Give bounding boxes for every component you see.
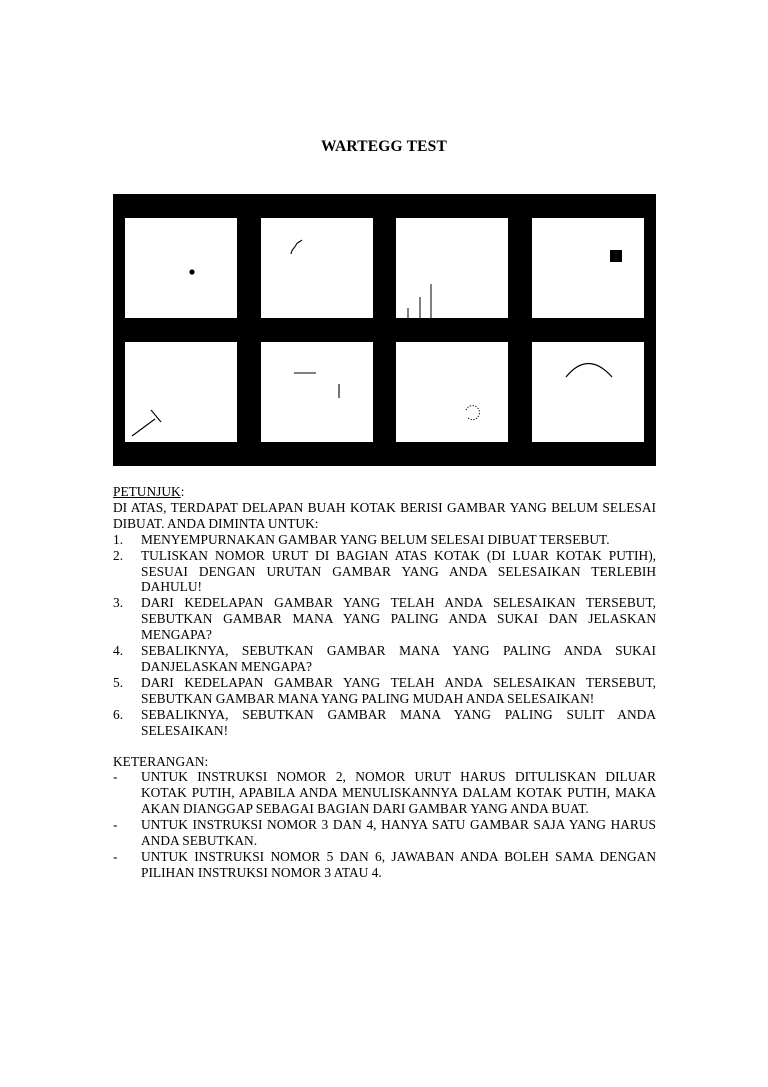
- instruction-number: 5.: [113, 674, 124, 690]
- perpendicular-lines-stimulus: [261, 342, 373, 442]
- instruction-text: SEBALIKNYA, SEBUTKAN GAMBAR MANA YANG PALING SULIT ANDA SELESAIKAN!: [141, 706, 656, 738]
- instructions-list: [113, 532, 656, 739]
- instruction-text: DARI KEDELAPAN GAMBAR YANG TELAH ANDA SELESAIKAN TERSEBUT, SEBUTKAN GAMBAR MANA YANG PALING ANDA SUKAI DAN JELASKAN MENGAPA?: [141, 595, 656, 643]
- dot-stimulus: [125, 218, 237, 318]
- note-text: UNTUK INSTRUKSI NOMOR 3 DAN 4, HANYA SATU GAMBAR SAJA YANG HARUS ANDA SEBUTKAN.: [141, 817, 656, 849]
- drawing-box-8[interactable]: [532, 342, 644, 442]
- drawing-box-7[interactable]: [396, 342, 508, 442]
- instruction-item: [113, 675, 656, 707]
- instruction-text: MENYEMPURNAKAN GAMBAR YANG BELUM SELESAI DIBUAT TERSEBUT.: [141, 531, 610, 547]
- instruction-text: SEBALIKNYA, SEBUTKAN GAMBAR MANA YANG PALING ANDA SUKAI DANJELASKAN MENGAPA?: [141, 643, 656, 674]
- note-text: UNTUK INSTRUKSI NOMOR 2, NOMOR URUT HARUS DITULISKAN DILUAR KOTAK PUTIH, APABILA ANDA MENULISKANNYA DALAM KOTAK PUTIH, MAKA AKAN DIANGGAP SEBAGAI BAGIAN DARI GAMBAR YANG ANDA BUAT.: [141, 769, 656, 817]
- section-spacer: [113, 739, 656, 754]
- instruction-item: [113, 532, 656, 548]
- instruction-text: TULISKAN NOMOR URUT DI BAGIAN ATAS KOTAK (DI LUAR KOTAK PUTIH), SESUAI DENGAN URUTAN GAMBAR YANG ANDA SELESAIKAN TERLEBIH DAHULU!: [141, 547, 656, 595]
- note-bullet: -: [113, 848, 118, 864]
- note-bullet: -: [113, 769, 118, 785]
- instructions-heading: PETUNJUK: [113, 484, 181, 499]
- note-item: [113, 769, 656, 817]
- notes-heading: KETERANGAN:: [113, 753, 209, 769]
- note-bullet: -: [113, 817, 118, 833]
- note-text: UNTUK INSTRUKSI NOMOR 5 DAN 6, JAWABAN ANDA BOLEH SAMA DENGAN PILIHAN INSTRUKSI NOMOR 3 ATAU 4.: [141, 848, 656, 880]
- drawing-box-2[interactable]: [261, 218, 373, 318]
- instruction-number: 4.: [113, 643, 124, 659]
- angled-lines-stimulus: [125, 342, 237, 442]
- instruction-item: [113, 548, 656, 596]
- instruction-text: DARI KEDELAPAN GAMBAR YANG TELAH ANDA SELESAIKAN TERSEBUT, SEBUTKAN GAMBAR MANA YANG PALING MUDAH ANDA SELESAIKAN!: [141, 674, 656, 706]
- instructions-heading-line: [113, 484, 656, 500]
- drawing-box-1[interactable]: [125, 218, 237, 318]
- drawing-box-5[interactable]: [125, 342, 237, 442]
- notes-list: [113, 769, 656, 880]
- drawing-box-6[interactable]: [261, 342, 373, 442]
- vertical-lines-stimulus: [396, 218, 508, 318]
- page-title: WARTEGG TEST: [320, 138, 448, 155]
- black-square-stimulus: [532, 218, 644, 318]
- note-item: [113, 817, 656, 849]
- instruction-number: 2.: [113, 547, 124, 563]
- note-item: [113, 849, 656, 881]
- wartegg-test-board: [113, 194, 656, 466]
- drawing-box-3[interactable]: [396, 218, 508, 318]
- instruction-item: [113, 595, 656, 643]
- instruction-number: 1.: [113, 531, 124, 547]
- instructions-heading-colon: :: [180, 484, 185, 499]
- instructions-section: [113, 484, 656, 881]
- curved-arc-stimulus: [532, 342, 644, 442]
- drawing-box-4[interactable]: [532, 218, 644, 318]
- wavy-line-stimulus: [261, 218, 373, 318]
- instruction-item: [113, 643, 656, 675]
- instruction-item: [113, 707, 656, 739]
- instructions-intro: DI ATAS, TERDAPAT DELAPAN BUAH KOTAK BERISI GAMBAR YANG BELUM SELESAI DIBUAT. ANDA DIMINTA UNTUK:: [113, 499, 656, 531]
- instruction-number: 3.: [113, 595, 124, 611]
- instruction-number: 6.: [113, 706, 124, 722]
- dotted-arc-stimulus: [396, 342, 508, 442]
